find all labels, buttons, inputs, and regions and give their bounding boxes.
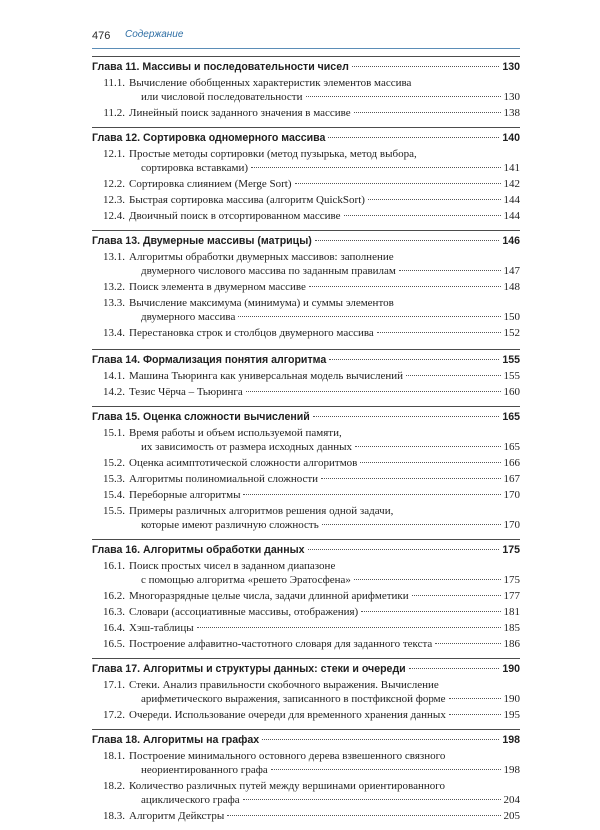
entry-line [129, 573, 520, 587]
toc-entry[interactable] [92, 456, 520, 470]
entry-line [129, 369, 520, 383]
entry-body [129, 504, 520, 532]
entry-text: Быстрая сортировка массива (алгоритм QuickSort) [129, 194, 365, 206]
entry-number: 18.2. [103, 780, 125, 792]
entry-number: 13.2. [103, 281, 125, 293]
toc-entry[interactable] [92, 193, 520, 207]
dot-leader [368, 199, 501, 200]
entry-page: 190 [503, 693, 520, 705]
toc-entry[interactable] [92, 369, 520, 383]
entry-body [129, 678, 520, 706]
chapter-title: Глава 15. Оценка сложности вычислений [92, 411, 310, 423]
entry-text: Многоразрядные целые числа, задачи длинной арифметики [129, 590, 409, 602]
entry-page: 148 [503, 281, 520, 293]
entry-body [129, 809, 520, 823]
entry-number: 12.4. [103, 210, 125, 222]
dot-leader [344, 215, 501, 216]
entry-text: Простые методы сортировки (метод пузырька, метод выбора, [129, 148, 417, 160]
entry-number: 13.4. [103, 327, 125, 339]
entry-body [129, 76, 520, 104]
toc-entry[interactable] [92, 504, 520, 532]
entry-number: 16.4. [103, 622, 125, 634]
toc-entry[interactable] [92, 177, 520, 191]
entry-number: 17.1. [103, 679, 125, 691]
entry-number: 16.5. [103, 638, 125, 650]
entry-text: арифметического выражения, записанного в постфиксной форме [141, 693, 446, 705]
entry-page: 175 [503, 574, 520, 586]
toc-entry[interactable] [92, 809, 520, 823]
entry-number: 12.1. [103, 148, 125, 160]
entry-text: Машина Тьюринга как универсальная модель вычислений [129, 370, 404, 382]
entry-page: 166 [503, 457, 520, 469]
dot-leader [329, 359, 499, 360]
table-of-contents [92, 56, 520, 830]
entry-line [129, 209, 520, 223]
dot-leader [243, 799, 501, 800]
chapter-page: 140 [502, 132, 520, 144]
chapter [92, 56, 520, 120]
dot-leader [352, 66, 499, 67]
dot-leader [238, 316, 500, 317]
dot-leader [354, 112, 501, 113]
chapter [92, 539, 520, 651]
entry-text: Очереди. Использование очереди для временного хранения данных [129, 709, 446, 721]
dot-leader [449, 698, 501, 699]
entry-number: 15.1. [103, 427, 125, 439]
entry-text: ациклического графа [141, 794, 240, 806]
dot-leader [361, 611, 500, 612]
chapter [92, 729, 520, 823]
dot-leader [315, 240, 500, 241]
entry-page: 141 [503, 162, 520, 174]
entry-line [129, 559, 520, 573]
entry-text: неориентированного графа [141, 764, 268, 776]
entry-body [129, 250, 520, 278]
entry-line [129, 504, 520, 518]
entry-page: 130 [503, 91, 520, 103]
dot-leader [262, 739, 499, 740]
entry-body [129, 209, 520, 223]
toc-entry[interactable] [92, 589, 520, 603]
entry-text: Переборные алгоритмы [129, 489, 241, 501]
dot-leader [251, 167, 500, 168]
chapter-heading[interactable] [92, 539, 520, 557]
entry-line [129, 749, 520, 763]
entry-number: 12.3. [103, 194, 125, 206]
chapter-page: 146 [502, 235, 520, 247]
entry-line [129, 488, 520, 502]
entry-page: 195 [503, 709, 520, 721]
entry-text: Оценка асимптотической сложности алгоритмов [129, 457, 358, 469]
entry-text: Хэш-таблицы [129, 622, 194, 634]
chapter-title: Глава 14. Формализация понятия алгоритма [92, 354, 327, 366]
entry-text: Алгоритм Дейкстры [129, 810, 225, 822]
toc-entry[interactable] [92, 678, 520, 706]
entry-page: 144 [503, 210, 520, 222]
entry-number: 17.2. [103, 709, 125, 721]
entry-text: Сортировка слиянием (Merge Sort) [129, 178, 292, 190]
entry-text: Поиск элемента в двумерном массиве [129, 281, 306, 293]
entry-body [129, 559, 520, 587]
entry-line [129, 692, 520, 706]
chapter [92, 658, 520, 722]
entry-number: 18.1. [103, 750, 125, 762]
dot-leader [295, 183, 501, 184]
dot-leader [328, 137, 499, 138]
entry-number: 11.1. [103, 77, 125, 89]
chapter-heading[interactable] [92, 658, 520, 676]
toc-entry[interactable] [92, 488, 520, 502]
toc-entry[interactable] [92, 296, 520, 324]
entry-line [129, 326, 520, 340]
dot-leader [309, 286, 501, 287]
chapter [92, 230, 520, 340]
entry-text: Вычисление максимума (минимума) и суммы элементов [129, 297, 394, 309]
entry-text: Алгоритмы полиномиальной сложности [129, 473, 319, 485]
chapter-title: Глава 13. Двумерные массивы (матрицы) [92, 235, 312, 247]
page-header [92, 26, 520, 49]
dot-leader [412, 595, 501, 596]
entry-page: 177 [503, 590, 520, 602]
entry-line [129, 472, 520, 486]
dot-leader [399, 270, 501, 271]
entry-number: 14.1. [103, 370, 125, 382]
entry-line [129, 310, 520, 324]
entry-text: Перестановка строк и столбцов двумерного массива [129, 327, 374, 339]
entry-page: 142 [503, 178, 520, 190]
toc-entry[interactable] [92, 280, 520, 294]
entry-text: Тезис Чёрча – Тьюринга [129, 386, 243, 398]
toc-entry[interactable] [92, 147, 520, 175]
entry-body [129, 385, 520, 399]
entry-body [129, 605, 520, 619]
entry-body [129, 621, 520, 635]
entry-page: 185 [503, 622, 520, 634]
page-number: 476 [92, 30, 111, 42]
dot-leader [360, 462, 500, 463]
entry-number: 13.1. [103, 251, 125, 263]
entry-page: 170 [503, 489, 520, 501]
dot-leader [197, 627, 501, 628]
entry-page: 165 [503, 441, 520, 453]
dot-leader [243, 494, 500, 495]
dot-leader [321, 478, 500, 479]
chapter-heading[interactable] [92, 349, 520, 367]
entry-line [129, 147, 520, 161]
entry-text: их зависимость от размера исходных данных [141, 441, 353, 453]
chapter [92, 127, 520, 223]
entry-line [129, 177, 520, 191]
entry-line [129, 763, 520, 777]
entry-line [129, 440, 520, 454]
entry-line [129, 90, 520, 104]
entry-body [129, 589, 520, 603]
toc-entry[interactable] [92, 637, 520, 651]
entry-body [129, 106, 520, 120]
chapter-page: 190 [502, 663, 520, 675]
entry-text: Словари (ассоциативные массивы, отображения) [129, 606, 359, 618]
entry-body [129, 280, 520, 294]
entry-number: 15.5. [103, 505, 125, 517]
toc-entry[interactable] [92, 472, 520, 486]
entry-number: 16.2. [103, 590, 125, 602]
dot-leader [406, 375, 500, 376]
chapter-title: Глава 17. Алгоритмы и структуры данных: стеки и очереди [92, 663, 406, 675]
dot-leader [377, 332, 501, 333]
chapter [92, 406, 520, 532]
entry-text: сортировка вставками) [141, 162, 249, 174]
entry-line [129, 621, 520, 635]
entry-text: Стеки. Анализ правильности скобочного выражения. Вычисление [129, 679, 439, 691]
entry-text: Количество различных путей между вершинами ориентированного [129, 780, 445, 792]
entry-page: 198 [503, 764, 520, 776]
entry-line [129, 426, 520, 440]
entry-number: 15.4. [103, 489, 125, 501]
dot-leader [435, 643, 500, 644]
entry-text: Двоичный поиск в отсортированном массиве [129, 210, 341, 222]
dot-leader [313, 416, 500, 417]
entry-page: 186 [503, 638, 520, 650]
chapter-title: Глава 18. Алгоритмы на графах [92, 734, 260, 746]
entry-text: Построение алфавитно-частотного словаря для заданного текста [129, 638, 433, 650]
chapter-page: 165 [502, 411, 520, 423]
chapter-title: Глава 12. Сортировка одномерного массива [92, 132, 326, 144]
entry-line [129, 589, 520, 603]
toc-entry[interactable] [92, 559, 520, 587]
entry-number: 15.3. [103, 473, 125, 485]
entry-line [129, 708, 520, 722]
toc-entry[interactable] [92, 76, 520, 104]
chapter-page: 175 [502, 544, 520, 556]
chapter [92, 349, 520, 399]
entry-page: 155 [503, 370, 520, 382]
entry-body [129, 369, 520, 383]
chapter-heading[interactable] [92, 729, 520, 747]
entry-page: 152 [503, 327, 520, 339]
entry-page: 204 [503, 794, 520, 806]
entry-page: 150 [503, 311, 520, 323]
toc-entry[interactable] [92, 779, 520, 807]
entry-body [129, 296, 520, 324]
entry-body [129, 147, 520, 175]
entry-number: 18.3. [103, 810, 125, 822]
entry-line [129, 678, 520, 692]
section-title: Содержание [125, 29, 184, 40]
entry-line [129, 280, 520, 294]
entry-line [129, 779, 520, 793]
entry-number: 16.3. [103, 606, 125, 618]
entry-text: Примеры различных алгоритмов решения одной задачи, [129, 505, 394, 517]
dot-leader [227, 815, 500, 816]
entry-body [129, 193, 520, 207]
chapter-page: 155 [502, 354, 520, 366]
entry-page: 181 [503, 606, 520, 618]
toc-entry[interactable] [92, 385, 520, 399]
entry-number: 16.1. [103, 560, 125, 572]
entry-page: 205 [503, 810, 520, 822]
entry-line [129, 161, 520, 175]
entry-text: Построение минимального остовного дерева взвешенного связного [129, 750, 446, 762]
toc-entry[interactable] [92, 426, 520, 454]
entry-line [129, 193, 520, 207]
entry-body [129, 177, 520, 191]
entry-line [129, 106, 520, 120]
entry-body [129, 426, 520, 454]
dot-leader [409, 668, 500, 669]
entry-number: 12.2. [103, 178, 125, 190]
toc-entry[interactable] [92, 209, 520, 223]
chapter-title: Глава 11. Массивы и последовательности чисел [92, 61, 349, 73]
entry-number: 11.2. [103, 107, 125, 119]
entry-page: 170 [503, 519, 520, 531]
entry-text: Алгоритмы обработки двумерных массивов: заполнение [129, 251, 394, 263]
entry-page: 144 [503, 194, 520, 206]
entry-number: 13.3. [103, 297, 125, 309]
entry-body [129, 708, 520, 722]
entry-body [129, 779, 520, 807]
entry-body [129, 488, 520, 502]
entry-line [129, 605, 520, 619]
entry-page: 147 [503, 265, 520, 277]
entry-page: 160 [503, 386, 520, 398]
toc-entry[interactable] [92, 749, 520, 777]
dot-leader [322, 524, 501, 525]
entry-text: Поиск простых чисел в заданном диапазоне [129, 560, 336, 572]
entry-body [129, 326, 520, 340]
chapter-title: Глава 16. Алгоритмы обработки данных [92, 544, 305, 556]
chapter-page: 198 [502, 734, 520, 746]
entry-body [129, 637, 520, 651]
chapter-heading[interactable] [92, 56, 520, 74]
entry-text: Время работы и объем используемой памяти, [129, 427, 342, 439]
chapter-heading[interactable] [92, 230, 520, 248]
entry-page: 167 [503, 473, 520, 485]
dot-leader [306, 96, 501, 97]
entry-text: двумерного числового массива по заданным правилам [141, 265, 396, 277]
entry-text: с помощью алгоритма «решето Эратосфена» [141, 574, 351, 586]
entry-line [129, 296, 520, 310]
entry-text: или числовой последовательности [141, 91, 303, 103]
chapter-heading[interactable] [92, 127, 520, 145]
dot-leader [354, 579, 501, 580]
entry-text: двумерного массива [141, 311, 236, 323]
toc-entry[interactable] [92, 621, 520, 635]
dot-leader [246, 391, 501, 392]
entry-body [129, 456, 520, 470]
entry-body [129, 749, 520, 777]
chapter-heading[interactable] [92, 406, 520, 424]
entry-body [129, 472, 520, 486]
entry-line [129, 809, 520, 823]
toc-entry[interactable] [92, 250, 520, 278]
toc-entry[interactable] [92, 605, 520, 619]
toc-entry[interactable] [92, 106, 520, 120]
entry-line [129, 518, 520, 532]
entry-line [129, 637, 520, 651]
entry-text: которые имеют различную сложность [141, 519, 319, 531]
entry-number: 15.2. [103, 457, 125, 469]
dot-leader [449, 714, 501, 715]
entry-text: Линейный поиск заданного значения в массиве [129, 107, 351, 119]
entry-line [129, 385, 520, 399]
toc-entry[interactable] [92, 708, 520, 722]
entry-number: 14.2. [103, 386, 125, 398]
entry-line [129, 456, 520, 470]
entry-line [129, 264, 520, 278]
entry-line [129, 793, 520, 807]
toc-entry[interactable] [92, 326, 520, 340]
chapter-page: 130 [502, 61, 520, 73]
entry-page: 138 [503, 107, 520, 119]
dot-leader [308, 549, 500, 550]
dot-leader [355, 446, 500, 447]
entry-line [129, 76, 520, 90]
entry-text: Вычисление обобщенных характеристик элементов массива [129, 77, 412, 89]
dot-leader [271, 769, 501, 770]
entry-line [129, 250, 520, 264]
